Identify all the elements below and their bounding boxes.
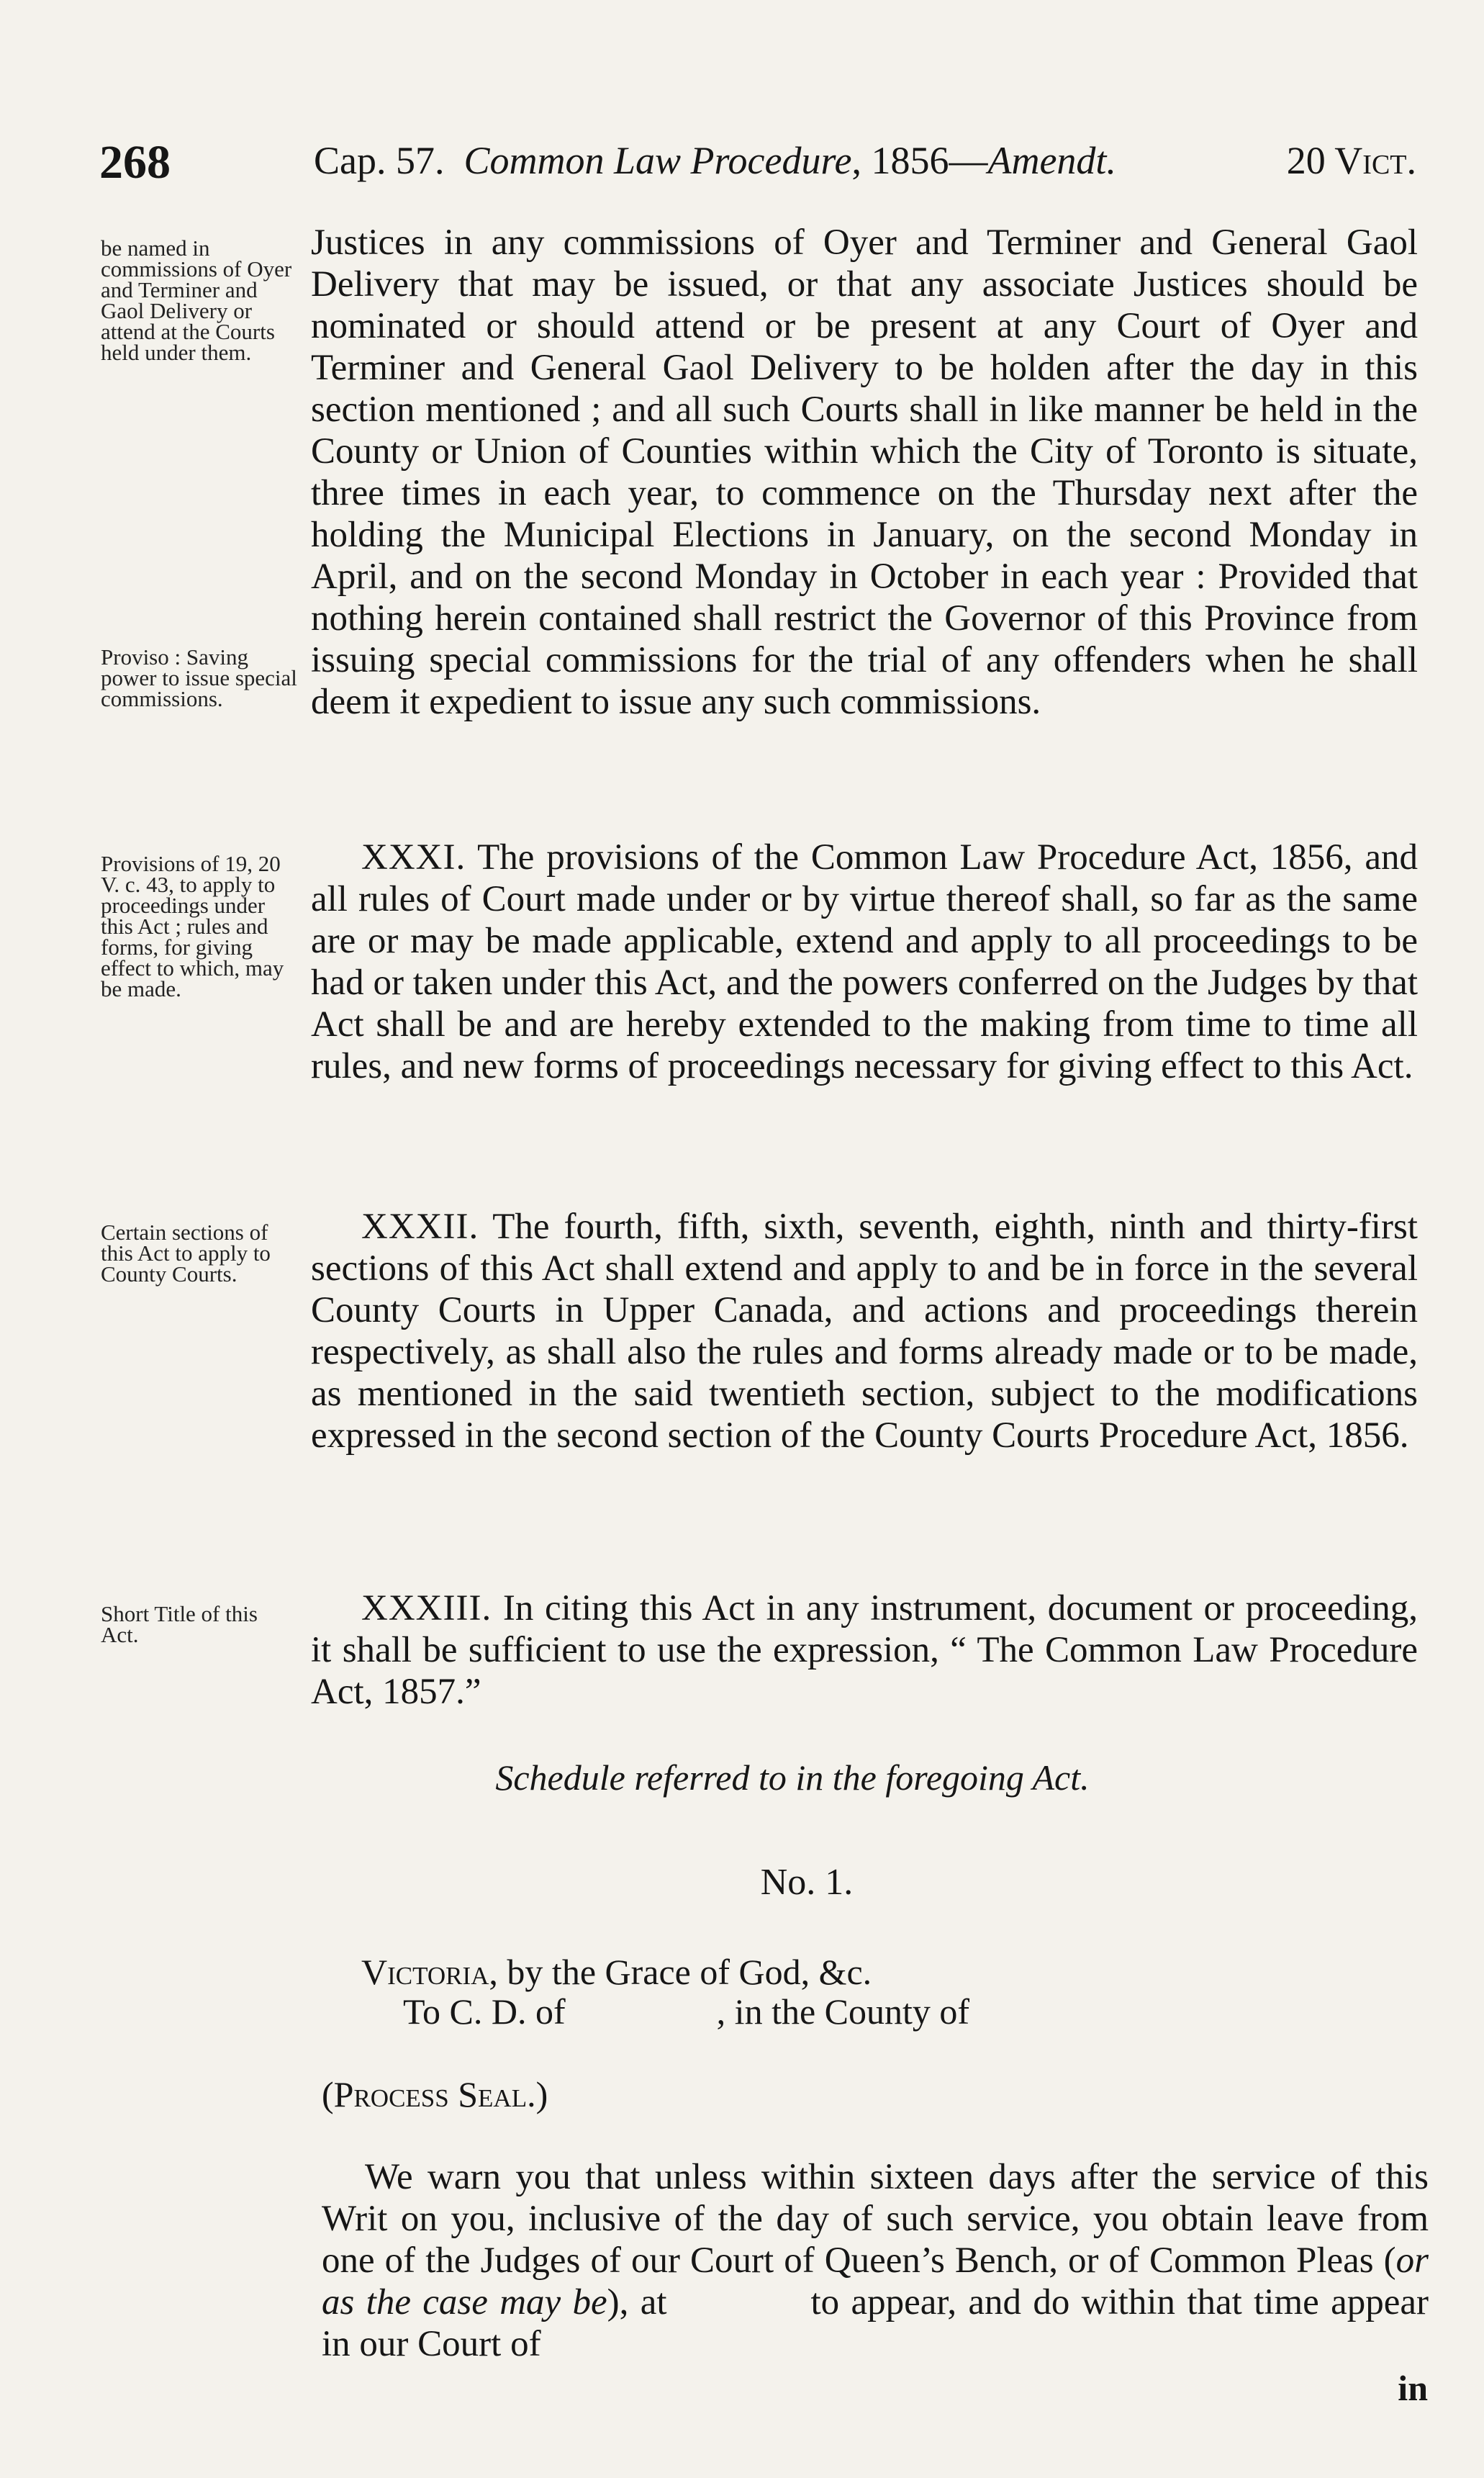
running-header: [99, 135, 1416, 193]
margin-note-proviso: Proviso : Saving power to issue special commissions.: [101, 644, 297, 711]
recipient-end: , in the County of: [716, 1991, 970, 2032]
margin-note: be named in commissions of Oyer and Terminer and Gaol Delivery or attend at the Courts held under them.: [101, 235, 292, 365]
act-year: , 1856—: [851, 139, 988, 182]
section-text: In citing this Act in any instrument, document or proceeding, it shall be sufficient to use the expression, “ The Common Law Procedure Act, 1857.”: [311, 1588, 1418, 1712]
sovereign-name: Victoria: [361, 1952, 489, 1992]
catchword: in: [1398, 2368, 1428, 2408]
section-number: XXXIII.: [361, 1588, 492, 1628]
chapter-label: Cap. 57.: [314, 139, 445, 182]
margin-note: Short Title of this Act.: [101, 1601, 258, 1647]
act-title: Common Law Procedure: [463, 139, 852, 182]
schedule-number: No. 1.: [760, 1862, 854, 1903]
page-number: 268: [99, 136, 171, 189]
header-title: [314, 138, 1116, 183]
margin-note: Certain sections of this Act to apply to County Courts.: [101, 1220, 271, 1287]
section-text: The provisions of the Common Law Procedure Act, 1856, and all rules of Court made under or by virtue thereof shall, so far as the same are or may be made applicable, extend and apply to all proceedings to be had or taken under this Act, and the powers conferred on the Judges by that Act shall be and are hereby extended to the making from time to time all rules, and new forms of proceedings necessary for giving effect to this Act.: [311, 837, 1418, 1086]
section-text: Justices in any commissions of Oyer and Terminer and General Gaol Delivery that may be issued, or that any associate Justices should be nominated or should attend or be present at any Court of Oyer and Terminer and General Gaol Delivery to be holden after the day in this section mentioned ; and all such Courts shall in like manner be held in the County or Union of Counties within which the City of Toronto is situate, three times in each year, to commence on the Thursday next after the holding the Municipal Elections in January, on the second Monday in April, and on the second Monday in October in each year : Provided that nothing herein contained shall restrict the Governor of this Province from issuing special commissions for the trial of any offenders when he shall deem it expedient to issue any such commissions.: [311, 222, 1418, 722]
section-number: XXXI.: [361, 837, 466, 878]
section-text: The fourth, fifth, sixth, seventh, eighth, ninth and thirty-first sections of this Act shall extend and apply to and be in force in the several County Courts in Upper Canada, and actions and proceedings therein respectively, as shall also the rules and forms already made or to be made, as mentioned in the said twentieth section, subject to the modifications expressed in the second section of the County Courts Procedure Act, 1856.: [311, 1207, 1418, 1456]
writ-paragraph: We warn you that unless within sixteen days after the service of this Writ on you, inclusive of the day of such service, you obtain leave from one of the Judges of our Court of Queen’s Bench, or of Common Pleas (or as the case may be), at to appear, and do within that time appear in our Court of: [322, 2157, 1429, 2364]
writ-address-line: [361, 1951, 872, 1993]
amendment-label: Amendt.: [987, 139, 1116, 182]
section-body: [311, 837, 1418, 1087]
recipient-start: To C. D. of: [403, 1991, 566, 2032]
margin-note: Provisions of 19, 20 V. c. 43, to apply to proceedings under this Act ; rules and forms, for giving effect to which, may be made.: [101, 851, 284, 1001]
writ-recipient-line: [403, 1991, 969, 2032]
section-number: XXXII.: [361, 1207, 479, 1247]
section-body: [311, 1206, 1418, 1456]
schedule-heading: Schedule referred to in the foregoing Act.: [495, 1757, 1090, 1798]
section-body: [311, 1587, 1418, 1713]
regnal-year: 20 Vict.: [1286, 139, 1416, 182]
process-seal: (Process Seal.): [322, 2074, 548, 2114]
grace-clause: , by the Grace of God, &c.: [489, 1952, 872, 1992]
writ-italic-note: or as the case may be: [322, 2240, 1429, 2322]
